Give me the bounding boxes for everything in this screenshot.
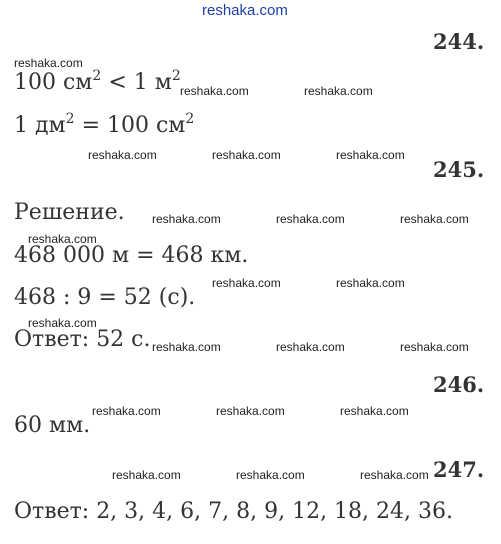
problem-number-245: 245. [433, 157, 485, 182]
text: = 100 см [74, 113, 186, 138]
text: < 1 м [101, 70, 172, 95]
problem-247-line-1: Ответ: 2, 3, 4, 6, 7, 8, 9, 12, 18, 24, 36. [14, 499, 454, 524]
watermark: reshaka.com [400, 212, 469, 226]
watermark: reshaka.com [336, 148, 405, 162]
watermark: reshaka.com [212, 148, 281, 162]
exponent: 2 [171, 68, 181, 84]
watermark: reshaka.com [216, 404, 285, 418]
problem-245-line-3: 468 : 9 = 52 (с). [14, 285, 196, 310]
watermark: reshaka.com [152, 340, 221, 354]
problem-number-244: 244. [433, 29, 485, 54]
watermark: reshaka.com [14, 56, 83, 70]
watermark: reshaka.com [28, 232, 97, 246]
watermark: reshaka.com [276, 212, 345, 226]
watermark: reshaka.com [304, 84, 373, 98]
watermark: reshaka.com [360, 468, 429, 482]
watermark: reshaka.com [152, 212, 221, 226]
watermark: reshaka.com [28, 316, 97, 330]
problem-244-line-1 [14, 70, 181, 95]
watermark: reshaka.com [92, 404, 161, 418]
text: 1 дм [14, 113, 66, 138]
watermark: reshaka.com [400, 340, 469, 354]
exponent: 2 [185, 111, 195, 127]
problem-number-247: 247. [433, 457, 485, 482]
exponent: 2 [65, 111, 75, 127]
problem-245-line-4: Ответ: 52 с. [14, 327, 151, 352]
problem-245-line-1: Решение. [14, 200, 125, 225]
site-watermark-header: reshaka.com [202, 2, 288, 19]
watermark: reshaka.com [180, 84, 249, 98]
watermark: reshaka.com [336, 276, 405, 290]
watermark: reshaka.com [276, 340, 345, 354]
watermark: reshaka.com [112, 468, 181, 482]
problem-244-line-2 [14, 113, 194, 138]
text: 100 см [14, 70, 93, 95]
watermark: reshaka.com [340, 404, 409, 418]
watermark: reshaka.com [212, 276, 281, 290]
exponent: 2 [92, 68, 102, 84]
problem-number-246: 246. [433, 372, 485, 397]
problem-245-line-2: 468 000 м = 468 км. [14, 243, 249, 268]
watermark: reshaka.com [88, 148, 157, 162]
watermark: reshaka.com [236, 468, 305, 482]
problem-246-line-1: 60 мм. [14, 413, 91, 438]
